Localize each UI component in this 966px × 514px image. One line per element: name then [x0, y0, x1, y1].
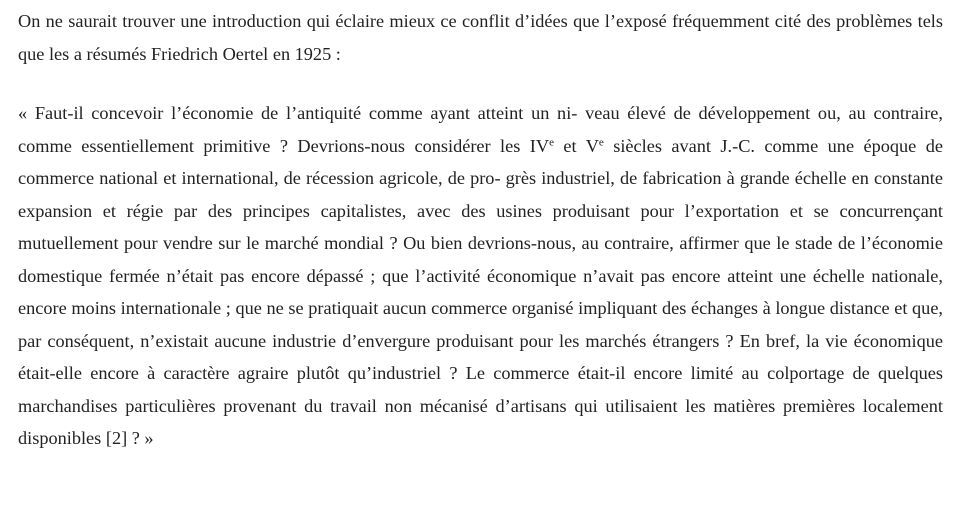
century-superscript-2: e [598, 135, 604, 148]
intro-paragraph: On ne saurait trouver une introduction qui éclaire mieux ce conflit d’idées que l’exposé fréquemment cité des problèmes tels que les a résumés Friedrich Oertel en 1925 : [18, 11, 943, 64]
quote-paragraph [18, 97, 943, 455]
quote-text-part-1: « Faut-il concevoir l’économie de l’antiquité comme ayant atteint un ni- veau élevé de développement ou, au contraire, comme essentiellement primitive ? Devrions-nous considérer les IV [18, 103, 943, 156]
article-body [18, 0, 943, 455]
quote-text-part-2: et V [553, 135, 599, 156]
century-superscript-1: e [549, 135, 554, 148]
quote-text-part-3: siècles avant J.-C. comme une époque de commerce national et international, de récession agricole, de pro- grès industriel, de fabrication à grande échelle en constante expansion et régie par des principes capitalistes, avec des usines produisant pour l’exportation et se concurrençant mutuellement pour vendre sur le marché mondial ? Ou bien devrions-nous, au contraire, affirmer que le stade de l’économie domestique fermée n’était pas encore dépassé ; que l’activité économique n’avait pas encore atteint une échelle nationale, encore moins internationale ; que ne se pratiquait aucun commerce organisé impliquant des échanges à longue distance et que, par conséquent, n’existait aucune industrie d’envergure produisant pour les marchés étrangers ? En bref, la vie économique était-elle encore à caractère agraire plutôt qu’industriel ? Le commerce était-il encore limité au colportage de quelques marchandises particulières provenant du travail non mécanisé d’artisans qui utilisaient les matières premières localement disponibles [2] ? » [18, 135, 943, 448]
